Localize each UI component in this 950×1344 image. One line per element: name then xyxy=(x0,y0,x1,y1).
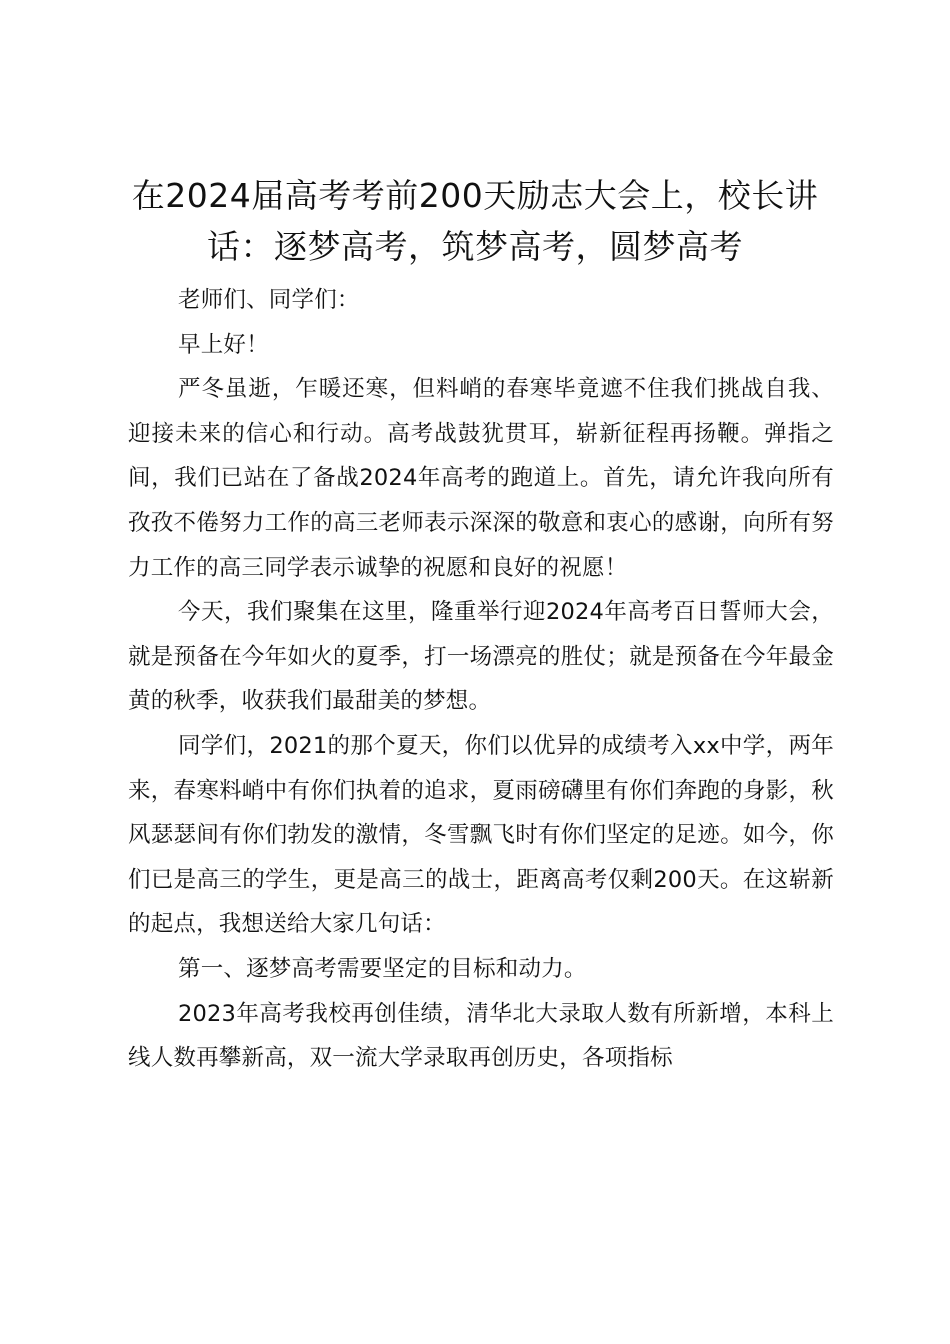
document-body xyxy=(128,278,834,1081)
body-paragraph: 严冬虽逝，乍暖还寒，但料峭的春寒毕竟遮不住我们挑战自我、迎接未来的信心和行动。高考战鼓犹贯耳，崭新征程再扬鞭。弹指之间，我们已站在了备战2024年高考的跑道上。首先，请允许我向所有孜孜不倦努力工作的高三老师表示深深的敬意和衷心的感谢，向所有努力工作的高三同学表示诚挚的祝愿和良好的祝愿！ xyxy=(128,376,834,581)
greeting-paragraph: 早上好！ xyxy=(178,331,269,358)
body-paragraph: 2023年高考我校再创佳绩，清华北大录取人数有所新增，本科上线人数再攀新高，双一流大学录取再创历史，各项指标 xyxy=(128,1000,834,1072)
body-paragraph: 今天，我们聚集在这里，隆重举行迎2024年高考百日誓师大会，就是预备在今年如火的夏季，打一场漂亮的胜仗；就是预备在今年最金黄的秋季，收获我们最甜美的梦想。 xyxy=(128,599,834,715)
section-heading-paragraph: 第一、逐梦高考需要坚定的目标和动力。 xyxy=(178,955,587,982)
body-paragraph: 同学们，2021的那个夏天，你们以优异的成绩考入xx中学，两年来，春寒料峭中有你们执着的追求，夏雨磅礴里有你们奔跑的身影，秋风瑟瑟间有你们勃发的激情，冬雪飘飞时有你们坚定的足迹。如今，你们已是高三的学生，更是高三的战士，距离高考仅剩200天。在这崭新的起点，我想送给大家几句话： xyxy=(128,732,834,938)
document-title: 在2024届高考考前200天励志大会上，校长讲话：逐梦高考，筑梦高考，圆梦高考 xyxy=(131,176,819,266)
salutation-paragraph: 老师们、同学们： xyxy=(178,287,360,313)
